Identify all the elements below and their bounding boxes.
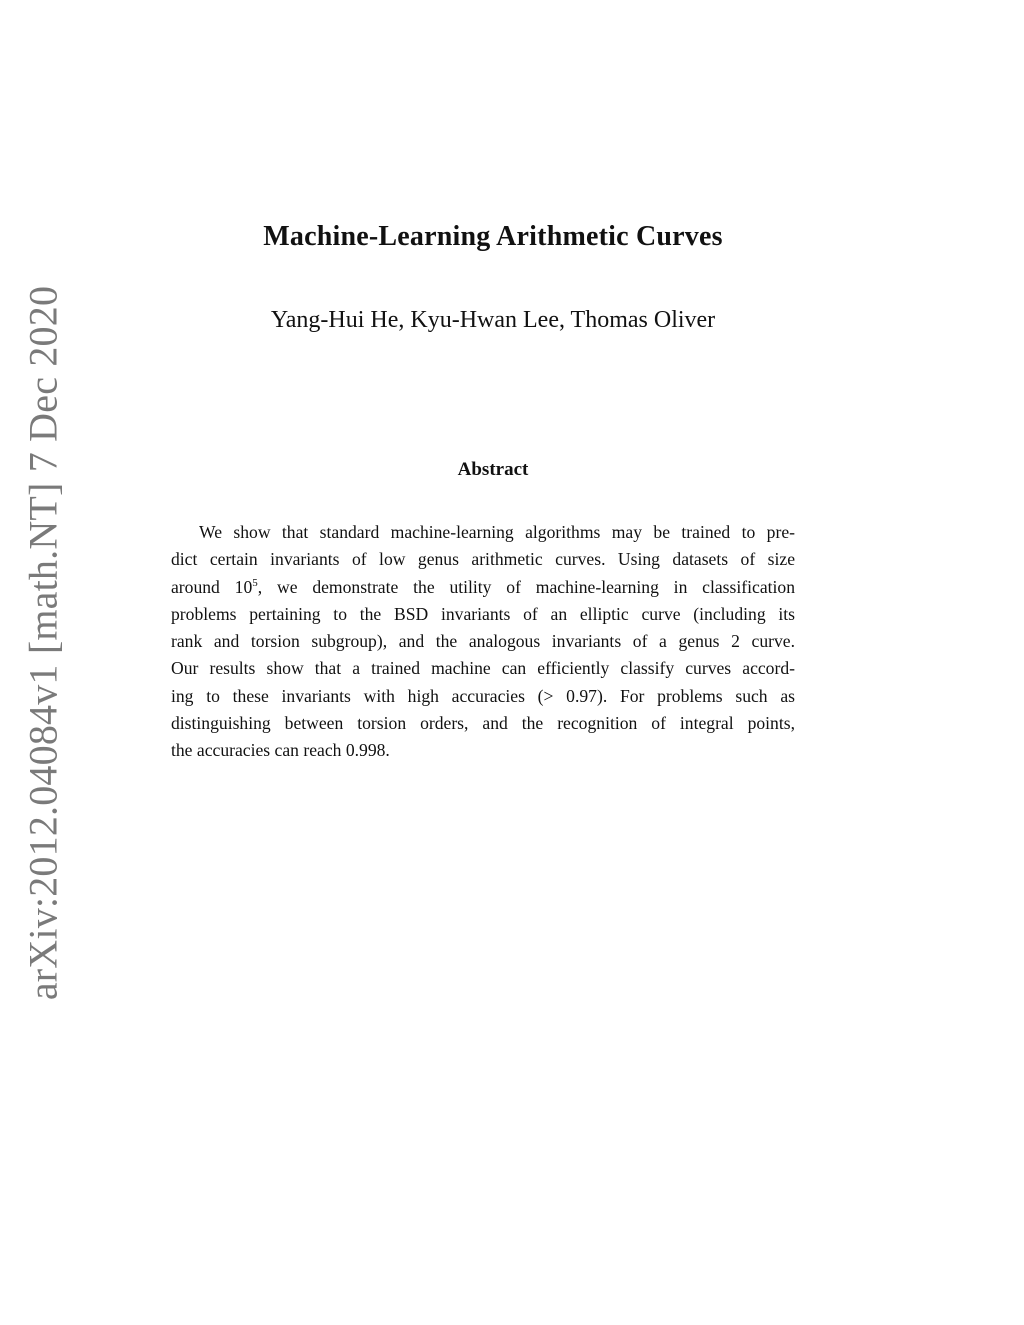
abstract-line: dict certain invariants of low genus arithmetic curves. Using datasets of size	[171, 549, 795, 570]
abstract-line: rank and torsion subgroup), and the analogous invariants of a genus 2 curve.	[171, 631, 795, 652]
arxiv-margin-stamp	[20, 285, 66, 1001]
abstract-line: We show that standard machine-learning algorithms may be trained to pre-	[199, 522, 795, 542]
abstract-line: problems pertaining to the BSD invariants of an elliptic curve (including its	[171, 603, 795, 624]
abstract-line: ing to these invariants with high accuracies (> 0.97). For problems such as	[171, 685, 795, 706]
abstract-line-rest: , we demonstrate the utility of machine-learning in classification	[257, 576, 796, 597]
abstract-line-lead: around 10	[171, 576, 253, 597]
paper-authors: Yang-Hui He, Kyu-Hwan Lee, Thomas Oliver	[270, 307, 716, 333]
abstract-body	[171, 519, 795, 765]
exponent-superscript: 5	[252, 576, 258, 589]
arxiv-stamp-text: arXiv:2012.04084v1 [math.NT] 7 Dec 2020	[20, 285, 66, 1001]
abstract-line	[171, 574, 795, 601]
abstract-line: the accuracies can reach 0.998.	[171, 740, 390, 761]
abstract-heading: Abstract	[457, 459, 529, 480]
abstract-line: Our results show that a trained machine can efficiently classify curves accord-	[171, 658, 795, 679]
paper-title: Machine-Learning Arithmetic Curves	[263, 221, 723, 252]
abstract-line: distinguishing between torsion orders, and the recognition of integral points,	[171, 713, 795, 734]
